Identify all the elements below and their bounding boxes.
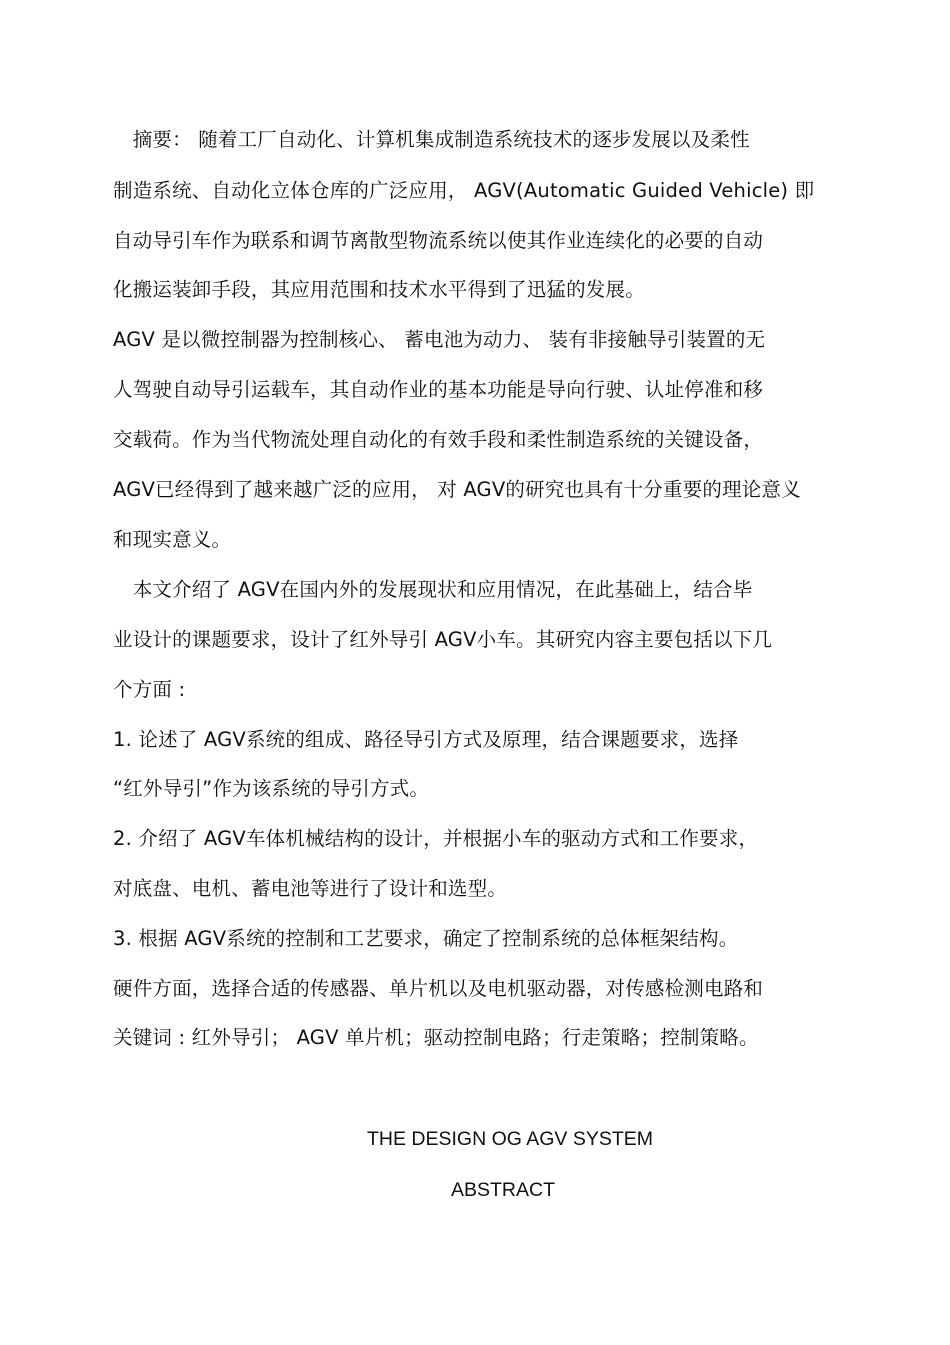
keywords-line: 关键词 : 红外导引； AGV 单片机；驱动控制电路；行走策略；控制策略。 xyxy=(113,1026,759,1049)
abstract-line-4: 化搬运装卸手段，其应用范围和技术水平得到了迅猛的发展。 xyxy=(113,278,645,301)
abstract-line-3: 自动导引车作为联系和调节离散型物流系统以使其作业连续化的必要的自动 xyxy=(113,229,764,252)
abstract-line-13: 1. 论述了 AGV系统的组成、路径导引方式及原理，结合课题要求，选择 xyxy=(113,728,739,751)
abstract-line-2: 制造系统、自动化立体仓库的广泛应用， AGV(Automatic Guided Vehicle) 即 xyxy=(113,179,815,202)
abstract-line-15: 2. 介绍了 AGV车体机械结构的设计，并根据小车的驱动方式和工作要求， xyxy=(113,827,759,850)
abstract-line-17: 3. 根据 AGV系统的控制和工艺要求，确定了控制系统的总体框架结构。 xyxy=(113,927,739,950)
abstract-line-9: 和现实意义。 xyxy=(113,528,232,551)
abstract-line-11: 业设计的课题要求，设计了红外导引 AGV小车。其研究内容主要包括以下几 xyxy=(113,628,773,651)
abstract-line-14: “红外导引”作为该系统的导引方式。 xyxy=(113,777,430,800)
abstract-line-1: 摘要： 随着工厂自动化、计算机集成制造系统技术的逐步发展以及柔性 xyxy=(113,128,750,151)
abstract-line-12: 个方面 : xyxy=(113,678,186,701)
abstract-line-16: 对底盘、电机、蓄电池等进行了设计和选型。 xyxy=(113,877,508,900)
abstract-line-6: 人驾驶自动导引运载车，其自动作业的基本功能是导向行驶、认址停准和移 xyxy=(113,378,764,401)
abstract-line-5: AGV 是以微控制器为控制核心、 蓄电池为动力、 装有非接触导引装置的无 xyxy=(113,328,766,351)
abstract-heading: ABSTRACT xyxy=(450,1179,555,1201)
abstract-line-18: 硬件方面，选择合适的传感器、单片机以及电机驱动器，对传感检测电路和 xyxy=(113,977,764,1000)
abstract-line-8: AGV已经得到了越来越广泛的应用， 对 AGV的研究也具有十分重要的理论意义 xyxy=(113,478,801,501)
english-title: THE DESIGN OG AGV SYSTEM xyxy=(366,1128,654,1150)
abstract-line-7: 交载荷。作为当代物流处理自动化的有效手段和柔性制造系统的关键设备， xyxy=(113,428,764,451)
abstract-line-10: 本文介绍了 AGV在国内外的发展现状和应用情况，在此基础上，结合毕 xyxy=(113,578,753,601)
